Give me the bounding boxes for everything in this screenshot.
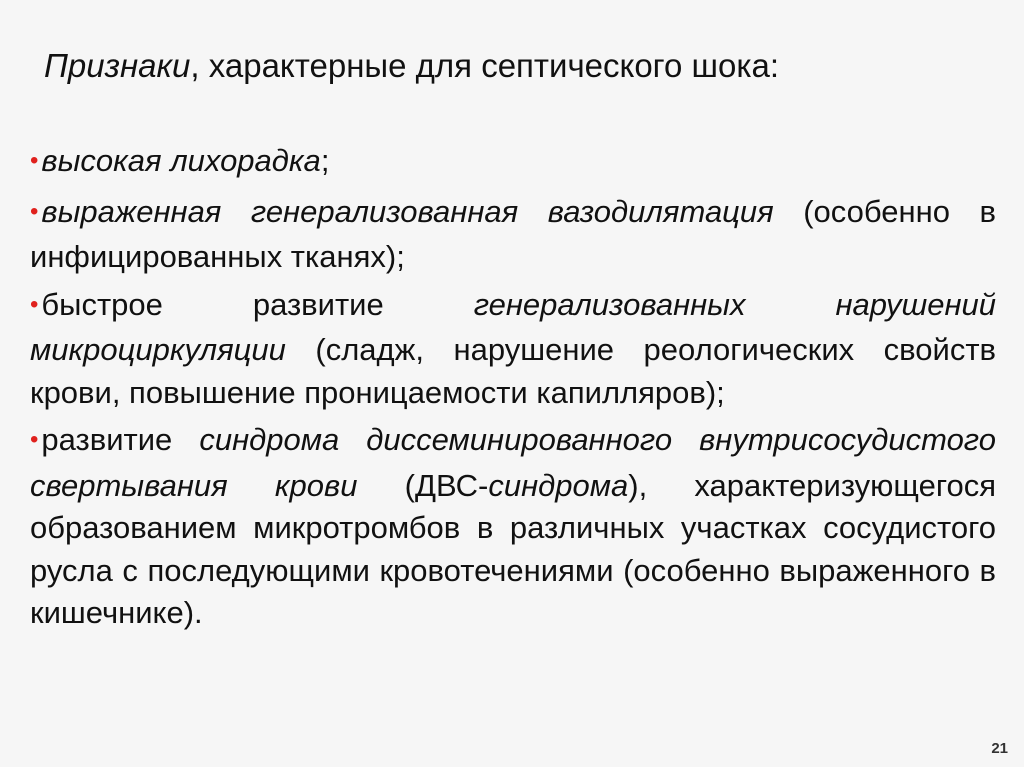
bullet-item-2-text-2: (особенно в инфицированных тканях); — [30, 193, 996, 274]
bullet-marker: • — [30, 197, 39, 225]
bullet-item-4-text-1: развитие — [41, 422, 200, 457]
bullet-marker: • — [30, 147, 39, 174]
bullet-item-3 — [30, 284, 996, 415]
bullet-item-4-text-5: ), характеризующегося образованием микротромбов в различных участках сосудистого русла с последующими кровотечениями (особенно выраженного в кишечнике). — [30, 467, 996, 630]
bullet-list — [30, 140, 996, 640]
bullet-item-3-text-2: генерализованных нарушений микроциркуляции — [30, 286, 996, 367]
slide-title — [44, 44, 1004, 88]
bullet-item-1 — [30, 140, 996, 186]
bullet-item-3-text-1: быстрое развитие — [41, 286, 474, 322]
bullet-item-3-text-3: (сладж, нарушение реологических свойств крови, повышение проницаемости капилляров); — [30, 332, 996, 410]
bullet-item-4-text-4: синдрома — [488, 467, 629, 503]
bullet-item-1-text-1: высокая лихорадка — [41, 143, 321, 178]
bullet-marker: • — [30, 426, 39, 453]
bullet-item-2-text-1: выраженная генерализованная вазодилятация — [41, 193, 774, 229]
bullet-item-4-text-2: синдрома диссеминированного внутрисосудистого свертывания крови — [30, 422, 996, 503]
slide-title-part1: Признаки — [44, 47, 191, 84]
page-number: 21 — [991, 740, 1008, 757]
bullet-marker: • — [30, 290, 39, 318]
bullet-item-4-text-3: (ДВС- — [357, 467, 489, 503]
bullet-item-4 — [30, 419, 996, 635]
bullet-item-2 — [30, 191, 996, 279]
slide-title-part2: , характерные для септического шока: — [190, 47, 780, 84]
bullet-item-1-text-2: ; — [320, 143, 330, 178]
